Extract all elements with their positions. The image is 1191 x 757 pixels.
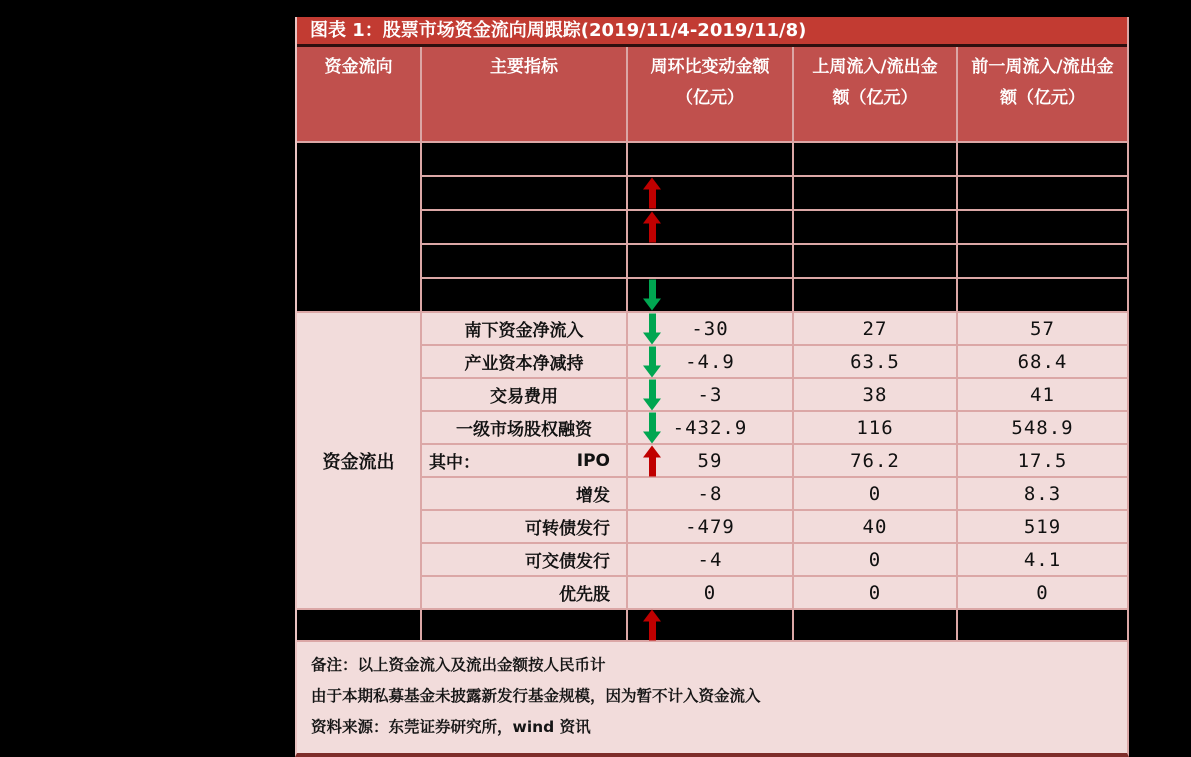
redacted-cell (794, 245, 956, 277)
prev-week-value: 548.9 (958, 412, 1127, 443)
last-week-value: 38 (794, 379, 956, 410)
down-arrow-icon (643, 412, 661, 443)
indicator-label-ipo (422, 445, 626, 476)
indicator-label: 南下资金净流入 (422, 313, 626, 344)
redacted-cell (422, 211, 626, 243)
prev-week-value: 8.3 (958, 478, 1127, 509)
last-week-value: 0 (794, 577, 956, 608)
redacted-cell (794, 177, 956, 209)
wow-change-value: -8 (628, 478, 792, 509)
prev-week-value: 4.1 (958, 544, 1127, 575)
indicator-text: IPO (576, 450, 610, 471)
redacted-cell (794, 279, 956, 311)
last-week-value: 27 (794, 313, 956, 344)
redacted-cell (422, 143, 626, 175)
wow-change-value: 0 (628, 577, 792, 608)
indicator-label: 交易费用 (422, 379, 626, 410)
prev-week-value: 17.5 (958, 445, 1127, 476)
down-arrow-icon (643, 313, 661, 344)
up-arrow-icon (643, 212, 661, 243)
indicator-label: 优先股 (422, 577, 626, 608)
up-arrow-icon (643, 610, 661, 641)
table-header-row (297, 47, 1127, 141)
column-header-main-indicator: 主要指标 (422, 47, 626, 141)
column-header-flow-direction: 资金流向 (297, 47, 420, 141)
wow-change-cell (628, 379, 792, 410)
prev-week-value: 68.4 (958, 346, 1127, 377)
last-week-value: 0 (794, 544, 956, 575)
down-arrow-icon (643, 280, 661, 311)
prev-week-value: 57 (958, 313, 1127, 344)
indicator-label: 可转债发行 (422, 511, 626, 542)
redacted-cell (422, 279, 626, 311)
fund-flow-table (295, 17, 1129, 757)
indicator-label: 可交债发行 (422, 544, 626, 575)
up-arrow-icon (643, 178, 661, 209)
wow-change-value: -3 (697, 383, 723, 406)
prev-week-value: 519 (958, 511, 1127, 542)
redacted-cell (422, 177, 626, 209)
indicator-label: 一级市场股权融资 (422, 412, 626, 443)
redacted-cell (958, 245, 1127, 277)
outflow-section (297, 313, 1127, 608)
column-header-prev-week: 前一周流入/流出金额（亿元） (958, 47, 1127, 141)
column-header-last-week: 上周流入/流出金额（亿元） (794, 47, 956, 141)
up-arrow-icon (643, 445, 661, 476)
redacted-cell (422, 245, 626, 277)
redacted-cell (422, 610, 626, 640)
wow-change-cell (628, 346, 792, 377)
redacted-cell (958, 610, 1127, 640)
redacted-cell (958, 143, 1127, 175)
redacted-cell (794, 143, 956, 175)
redacted-cell (628, 211, 792, 243)
last-week-value: 76.2 (794, 445, 956, 476)
indicator-label: 产业资本净减持 (422, 346, 626, 377)
redacted-cell (628, 245, 792, 277)
wow-change-cell (628, 313, 792, 344)
wow-change-value: -4.9 (685, 350, 735, 373)
redacted-cell (297, 610, 420, 640)
table-title: 图表 1：股票市场资金流向周跟踪(2019/11/4-2019/11/8) (297, 17, 1127, 47)
indicator-label: 增发 (422, 478, 626, 509)
prev-week-value: 41 (958, 379, 1127, 410)
wow-change-cell (628, 445, 792, 476)
redacted-cell (794, 610, 956, 640)
wow-change-value: -432.9 (672, 416, 748, 439)
indicator-prefix: 其中： (429, 453, 480, 473)
wow-change-value: -4 (628, 544, 792, 575)
wow-change-value: -479 (628, 511, 792, 542)
notes-section (297, 642, 1127, 753)
inflow-group-cell-redacted (297, 143, 420, 311)
last-week-value: 40 (794, 511, 956, 542)
footer-row-redacted (297, 610, 1127, 640)
wow-change-value: -30 (691, 317, 729, 340)
note-remark: 备注：以上资金流入及流出金额按人民币计 (311, 656, 606, 674)
redacted-cell (958, 279, 1127, 311)
redacted-cell (794, 211, 956, 243)
redacted-cell (628, 177, 792, 209)
column-header-wow-change: 周环比变动金额（亿元） (628, 47, 792, 141)
redacted-cell (958, 211, 1127, 243)
note-explanation: 由于本期私募基金未披露新发行基金规模，因为暂不计入资金流入 (311, 687, 761, 705)
wow-change-value: 59 (697, 449, 723, 472)
redacted-cell (628, 279, 792, 311)
wow-change-cell (628, 412, 792, 443)
down-arrow-icon (643, 346, 661, 377)
last-week-value: 0 (794, 478, 956, 509)
redacted-cell (628, 143, 792, 175)
note-source: 资料来源：东莞证券研究所，wind 资讯 (311, 718, 591, 736)
last-week-value: 63.5 (794, 346, 956, 377)
redacted-cell (958, 177, 1127, 209)
prev-week-value: 0 (958, 577, 1127, 608)
down-arrow-icon (643, 379, 661, 410)
last-week-value: 116 (794, 412, 956, 443)
inflow-section-redacted (297, 143, 1127, 311)
outflow-group-label: 资金流出 (297, 313, 420, 608)
redacted-cell (628, 610, 792, 640)
